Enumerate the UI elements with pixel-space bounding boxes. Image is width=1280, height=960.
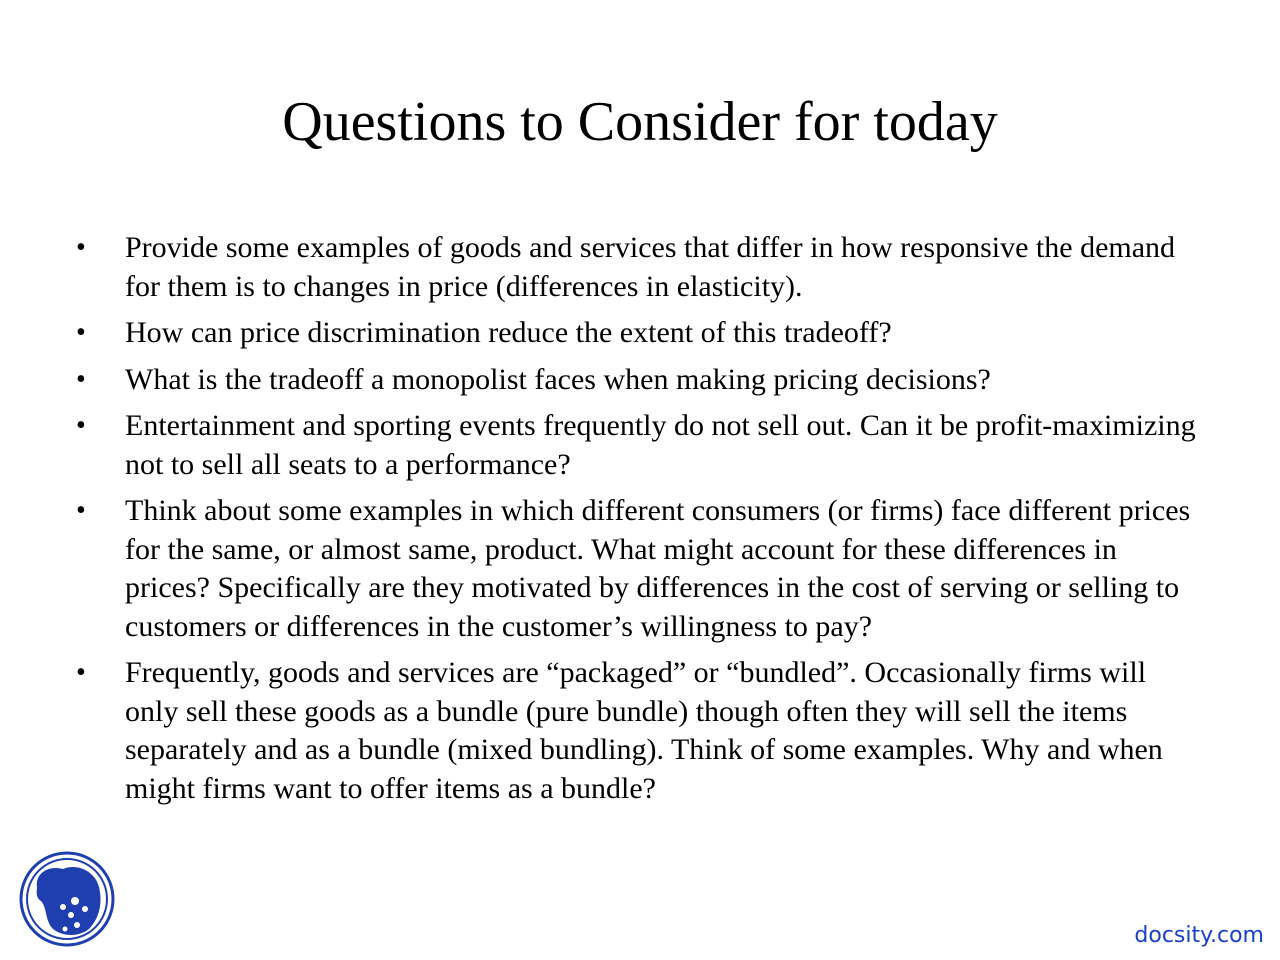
- bullet-item: [0, 407, 1205, 484]
- bullet-dot-icon: •: [76, 410, 86, 441]
- bullet-text: Entertainment and sporting events frequently do not sell out. Can it be profit-maximizing not to sell all seats to a performance?: [125, 409, 1196, 481]
- bullet-text: What is the tradeoff a monopolist faces when making pricing decisions?: [125, 362, 991, 396]
- bullet-dot-icon: •: [76, 232, 86, 263]
- bullet-dot-icon: •: [76, 317, 86, 348]
- bullet-item: [0, 361, 1205, 400]
- university-seal-icon: [19, 851, 115, 947]
- bullet-item: [0, 654, 1205, 808]
- bullet-dot-icon: •: [76, 495, 86, 526]
- bullet-list: [0, 229, 1280, 816]
- slide-title: Questions to Consider for today: [282, 91, 998, 153]
- bullet-item: [0, 314, 1205, 353]
- bullet-text: How can price discrimination reduce the extent of this tradeoff?: [125, 316, 892, 349]
- bullet-item: [0, 492, 1205, 646]
- docsity-watermark[interactable]: docsity.com: [1134, 923, 1264, 948]
- bullet-dot-icon: •: [76, 657, 86, 688]
- bullet-text: Provide some examples of goods and services that differ in how responsive the demand for them is to changes in price (differences in elasticity).: [125, 231, 1176, 303]
- bullet-text: Frequently, goods and services are “packaged” or “bundled”. Occasionally firms will only sell these goods as a bundle (pure bundle) though often they will sell the items separately and as a bundle (mixed bundling). Think of some examples. Why and when might firms want to offer items as a bundle?: [125, 656, 1163, 805]
- bullet-text: Think about some examples in which different consumers (or firms) face different prices for the same, or almost same, product. What might account for these differences in prices? Specifically are they motivated by differences in the cost of serving or selling to customers or differences in the customer’s willingness to pay?: [125, 494, 1191, 643]
- bullet-dot-icon: •: [76, 363, 86, 395]
- bullet-item: [0, 229, 1205, 306]
